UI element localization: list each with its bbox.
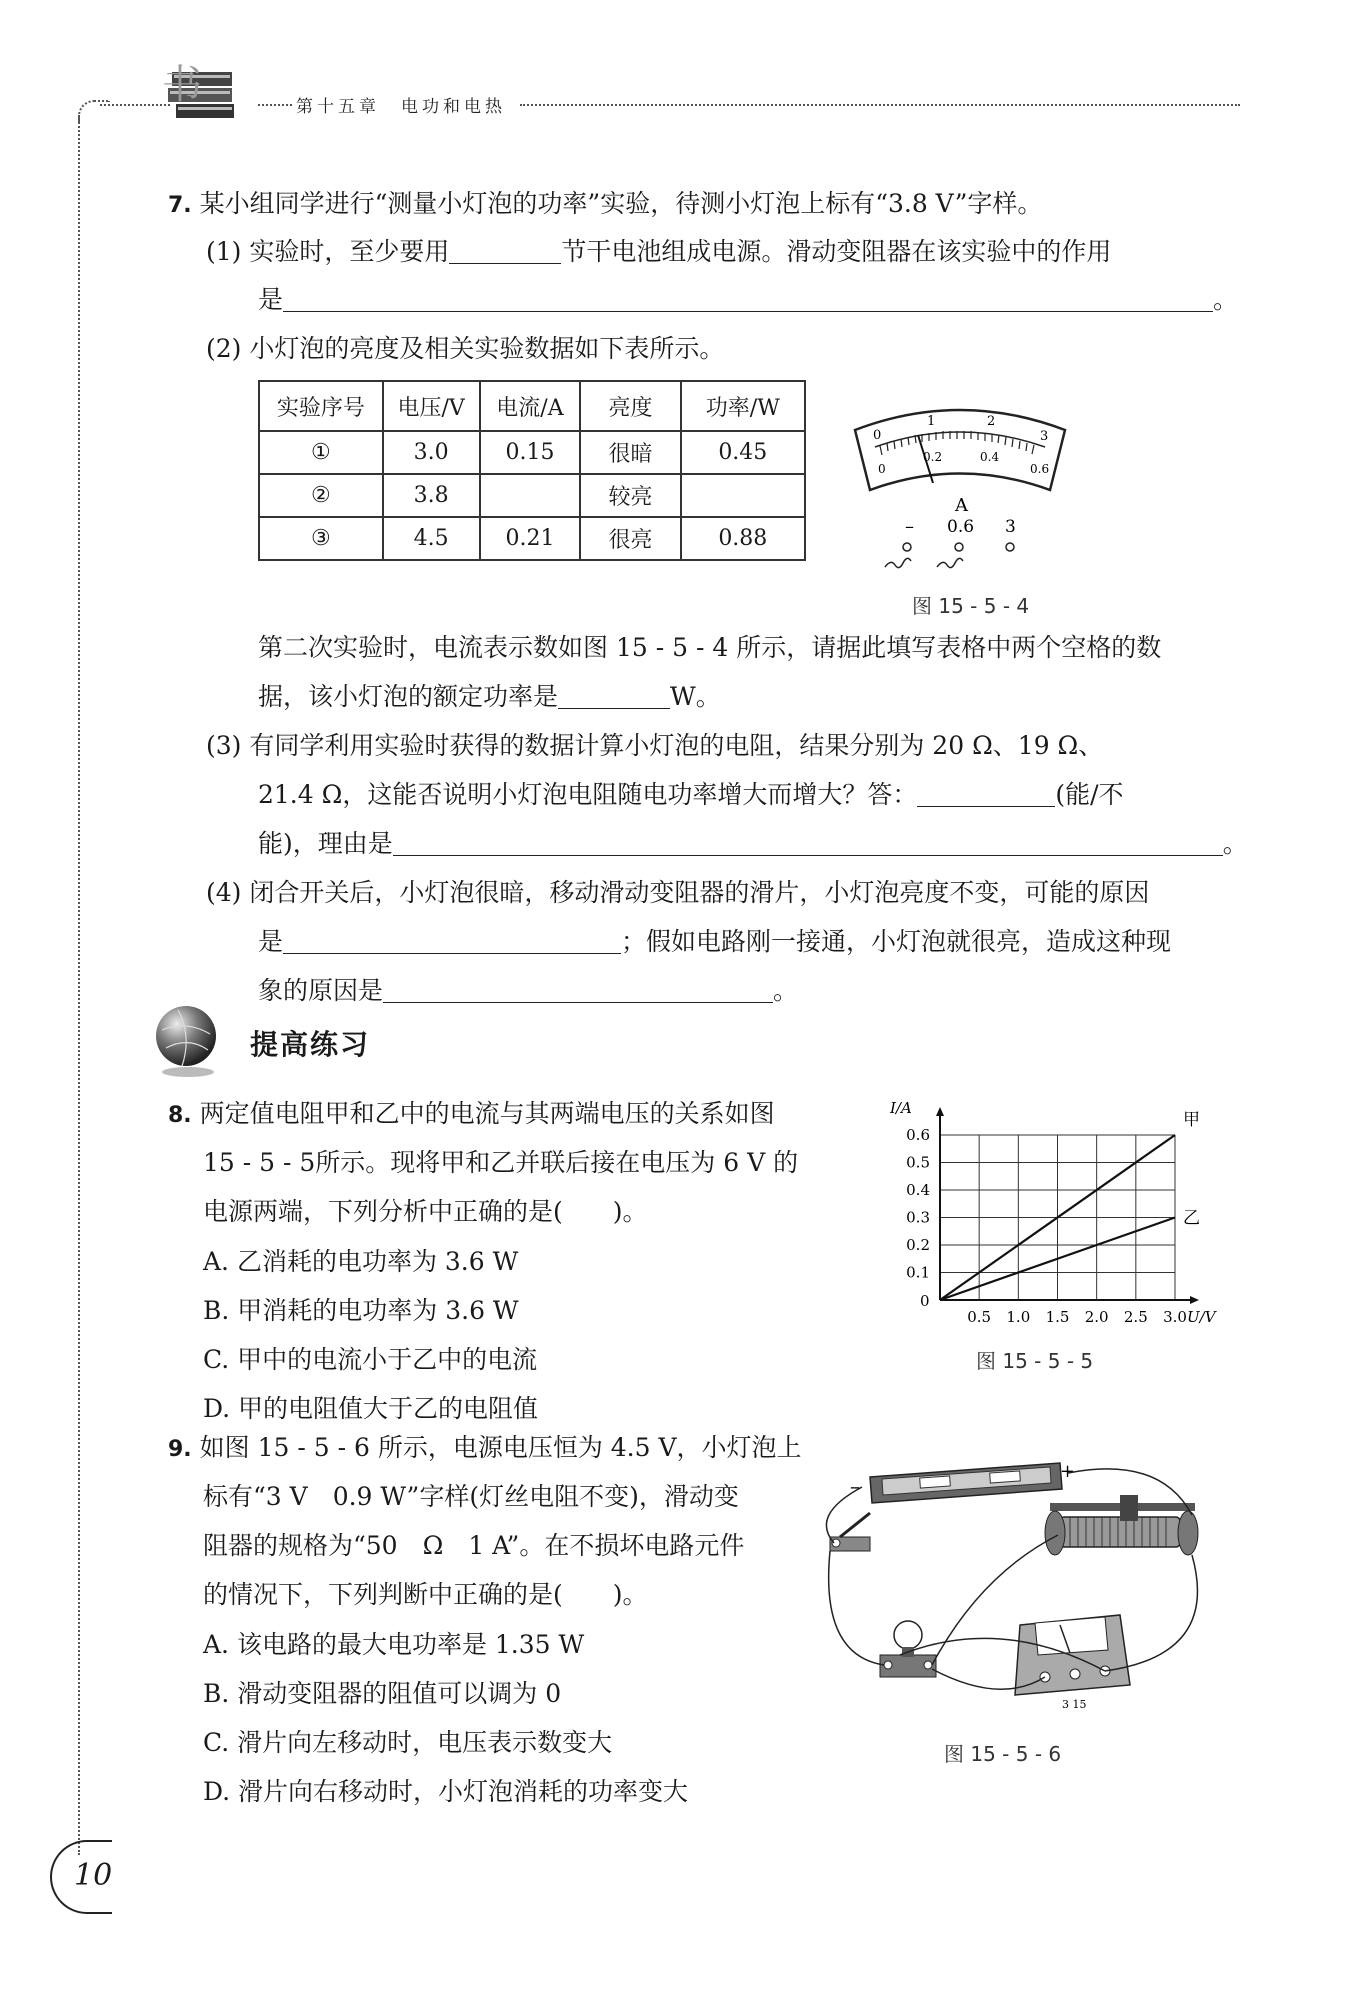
q9-option-c[interactable]: C. 滑片向左移动时，电压表示数变大 <box>203 1728 613 1757</box>
table-cell: ① <box>259 431 383 474</box>
x-tick-label: 3.0 <box>1163 1308 1187 1326</box>
q9-line1: 9. 如图 15 - 5 - 6 所示，电源电压恒为 4.5 V，小灯泡上 <box>168 1433 802 1462</box>
q7-part4-line2: 是 ；假如电路刚一接通，小灯泡就很亮，造成这种现 <box>258 927 1172 956</box>
iu-chart <box>870 1090 1230 1330</box>
table-cell: 很亮 <box>580 517 680 560</box>
q9-line2: 标有“3 V 0.9 W”字样(灯丝电阻不变)，滑动变 <box>203 1482 739 1511</box>
meter-bottom-tick: 0.6 <box>1030 462 1050 476</box>
figure-caption-15-5-4: 图 15 - 5 - 4 <box>912 594 1030 618</box>
q9-option-d[interactable]: D. 滑片向右移动时，小灯泡消耗的功率变大 <box>203 1777 689 1806</box>
book-logo-icon <box>150 58 250 128</box>
q7-part3-line3: 能)，理由是 。 <box>258 829 1248 858</box>
table-row <box>259 517 805 560</box>
x-axis-label: U/V <box>1187 1308 1216 1326</box>
table-cell-blank[interactable] <box>480 474 581 517</box>
q7-part2-intro: (2) 小灯泡的亮度及相关实验数据如下表所示。 <box>206 334 725 363</box>
y-tick-label: 0.3 <box>906 1208 930 1227</box>
table-cell-blank[interactable] <box>681 474 805 517</box>
q8-line3: 电源两端，下列分析中正确的是( )。 <box>203 1197 648 1226</box>
meter-bottom-tick: 0.2 <box>923 450 943 464</box>
q7-part4-line3: 象的原因是 。 <box>258 976 799 1005</box>
q7-part2-text-line2: 据，该小灯泡的额定功率是 W。 <box>258 682 721 711</box>
q8-option-d[interactable]: D. 甲的电阻值大于乙的电阻值 <box>203 1394 539 1423</box>
table-header-cell: 电压/V <box>383 381 480 431</box>
meter-terminal-label: 3 <box>1005 517 1016 537</box>
table-cell: 0.21 <box>480 517 581 560</box>
table-cell: 0.45 <box>681 431 805 474</box>
q8-option-c[interactable]: C. 甲中的电流小于乙中的电流 <box>203 1345 538 1374</box>
q7-part2-text-line1: 第二次实验时，电流表示数如图 15 - 5 - 4 所示，请据此填写表格中两个空格的数 <box>258 633 1162 662</box>
meter-bottom-tick: 0 <box>878 462 886 476</box>
switch-icon <box>830 1513 870 1551</box>
q7-blank-rated-power[interactable] <box>558 680 670 709</box>
q9-option-a[interactable]: A. 该电路的最大电功率是 1.35 W <box>203 1630 585 1659</box>
chapter-title: 第十五章 电功和电热 <box>296 97 506 117</box>
q7-part3-line1: (3) 有同学利用实验时获得的数据计算小灯泡的电阻，结果分别为 20 Ω、19 Ω、 <box>206 731 1104 760</box>
x-tick-label: 1.5 <box>1045 1308 1070 1326</box>
y-axis-label: I/A <box>890 1099 912 1117</box>
q7-part4-line1: (4) 闭合开关后，小灯泡很暗，移动滑动变阻器的滑片，小灯泡亮度不变，可能的原因 <box>206 878 1150 907</box>
q8-line1: 8. 两定值电阻甲和乙中的电流与其两端电压的关系如图 <box>168 1099 775 1128</box>
meter-top-tick: 1 <box>927 414 936 429</box>
q7-blank-reason[interactable] <box>393 827 1223 856</box>
bulb-icon <box>880 1621 936 1677</box>
table-cell: ③ <box>259 517 383 560</box>
battery-icon <box>870 1463 1062 1503</box>
q7-part3-line2: 21.4 Ω，这能否说明小灯泡电阻随电功率增大而增大？答： (能/不 <box>258 780 1124 809</box>
q7-data-table <box>258 380 806 561</box>
q7-stem: 7. 某小组同学进行“测量小灯泡的功率”实验，待测小灯泡上标有“3.8 V”字样。 <box>168 189 1043 218</box>
voltmeter-terminals-label: 3 15 <box>1062 1698 1087 1711</box>
rheostat-icon <box>1045 1495 1198 1555</box>
q7-blank-yes-no[interactable] <box>917 778 1055 807</box>
x-tick-label: 2.5 <box>1123 1308 1148 1326</box>
margin-rule <box>78 115 80 1855</box>
table-header-cell: 实验序号 <box>259 381 383 431</box>
x-axis-arrow <box>1190 1296 1199 1304</box>
section-title: 提高练习 <box>250 1028 371 1061</box>
table-row <box>259 431 805 474</box>
page-number: 10 <box>74 1858 113 1893</box>
battery-plus-label: + <box>1060 1461 1076 1482</box>
table-cell: 较亮 <box>580 474 680 517</box>
q8-line2: 15 - 5 - 5所示。现将甲和乙并联后接在电压为 6 V 的 <box>203 1148 799 1177</box>
x-tick-label: 0.5 <box>967 1308 992 1326</box>
q7-blank-batteries[interactable] <box>449 235 561 264</box>
meter-bottom-tick: 0.4 <box>980 450 1000 464</box>
margin-curve <box>78 100 110 122</box>
meter-terminal-label: 0.6 <box>947 517 975 537</box>
q7-blank-dim-cause[interactable] <box>283 925 621 954</box>
q7-part1-line2: 是 。 <box>258 285 1239 314</box>
figure-caption-15-5-5: 图 15 - 5 - 5 <box>976 1349 1094 1373</box>
q7-blank-rheostat-role[interactable] <box>283 283 1213 312</box>
q8-option-b[interactable]: B. 甲消耗的电功率为 3.6 W <box>203 1296 519 1325</box>
series-label: 甲 <box>1183 1110 1200 1130</box>
meter-terminal-label: – <box>905 516 914 537</box>
table-header-cell: 功率/W <box>681 381 805 431</box>
circuit-figure <box>800 1455 1240 1715</box>
table-header-row <box>259 381 805 431</box>
battery-minus-label: – <box>850 1474 860 1498</box>
q8-option-a[interactable]: A. 乙消耗的电功率为 3.6 W <box>203 1247 519 1276</box>
y-tick-label: 0.1 <box>906 1263 930 1282</box>
globe-icon <box>148 1000 228 1080</box>
table-header-cell: 电流/A <box>480 381 581 431</box>
y-tick-label: 0.2 <box>906 1236 930 1254</box>
table-cell: ② <box>259 474 383 517</box>
ammeter-figure <box>845 395 1075 575</box>
header-rule-right <box>520 104 1240 106</box>
q7-part1-line1: (1) 实验时，至少要用 节干电池组成电源。滑动变阻器在该实验中的作用 <box>206 237 1112 266</box>
q9-option-b[interactable]: B. 滑动变阻器的阻值可以调为 0 <box>203 1679 562 1708</box>
table-row <box>259 474 805 517</box>
meter-top-tick: 2 <box>987 414 996 429</box>
table-cell: 4.5 <box>383 517 480 560</box>
table-header-cell: 亮度 <box>580 381 680 431</box>
meter-top-tick: 3 <box>1040 429 1049 444</box>
table-cell: 3.0 <box>383 431 480 474</box>
x-tick-label: 1.0 <box>1006 1308 1031 1326</box>
q7-blank-bright-cause[interactable] <box>383 974 773 1003</box>
svg-text:书: 书 <box>162 62 202 108</box>
meter-unit: A <box>955 495 968 516</box>
y-tick-label: 0.4 <box>906 1181 930 1199</box>
table-cell: 很暗 <box>580 431 680 474</box>
y-tick-label: 0.5 <box>906 1153 930 1172</box>
figure-caption-15-5-6: 图 15 - 5 - 6 <box>944 1742 1062 1766</box>
header-rule-pre <box>258 104 292 106</box>
table-cell: 0.88 <box>681 517 805 560</box>
table-cell: 3.8 <box>383 474 480 517</box>
table-cell: 0.15 <box>480 431 581 474</box>
q9-line3: 阻器的规格为“50 Ω 1 A”。在不损坏电路元件 <box>203 1531 745 1560</box>
origin-label: 0 <box>920 1292 930 1310</box>
series-label: 乙 <box>1183 1208 1200 1229</box>
y-tick-label: 0.6 <box>906 1126 930 1144</box>
x-tick-label: 2.0 <box>1084 1308 1109 1326</box>
y-axis-arrow <box>936 1107 944 1116</box>
q9-line4: 的情况下，下列判断中正确的是( )。 <box>203 1580 648 1609</box>
meter-top-tick: 0 <box>873 428 882 443</box>
